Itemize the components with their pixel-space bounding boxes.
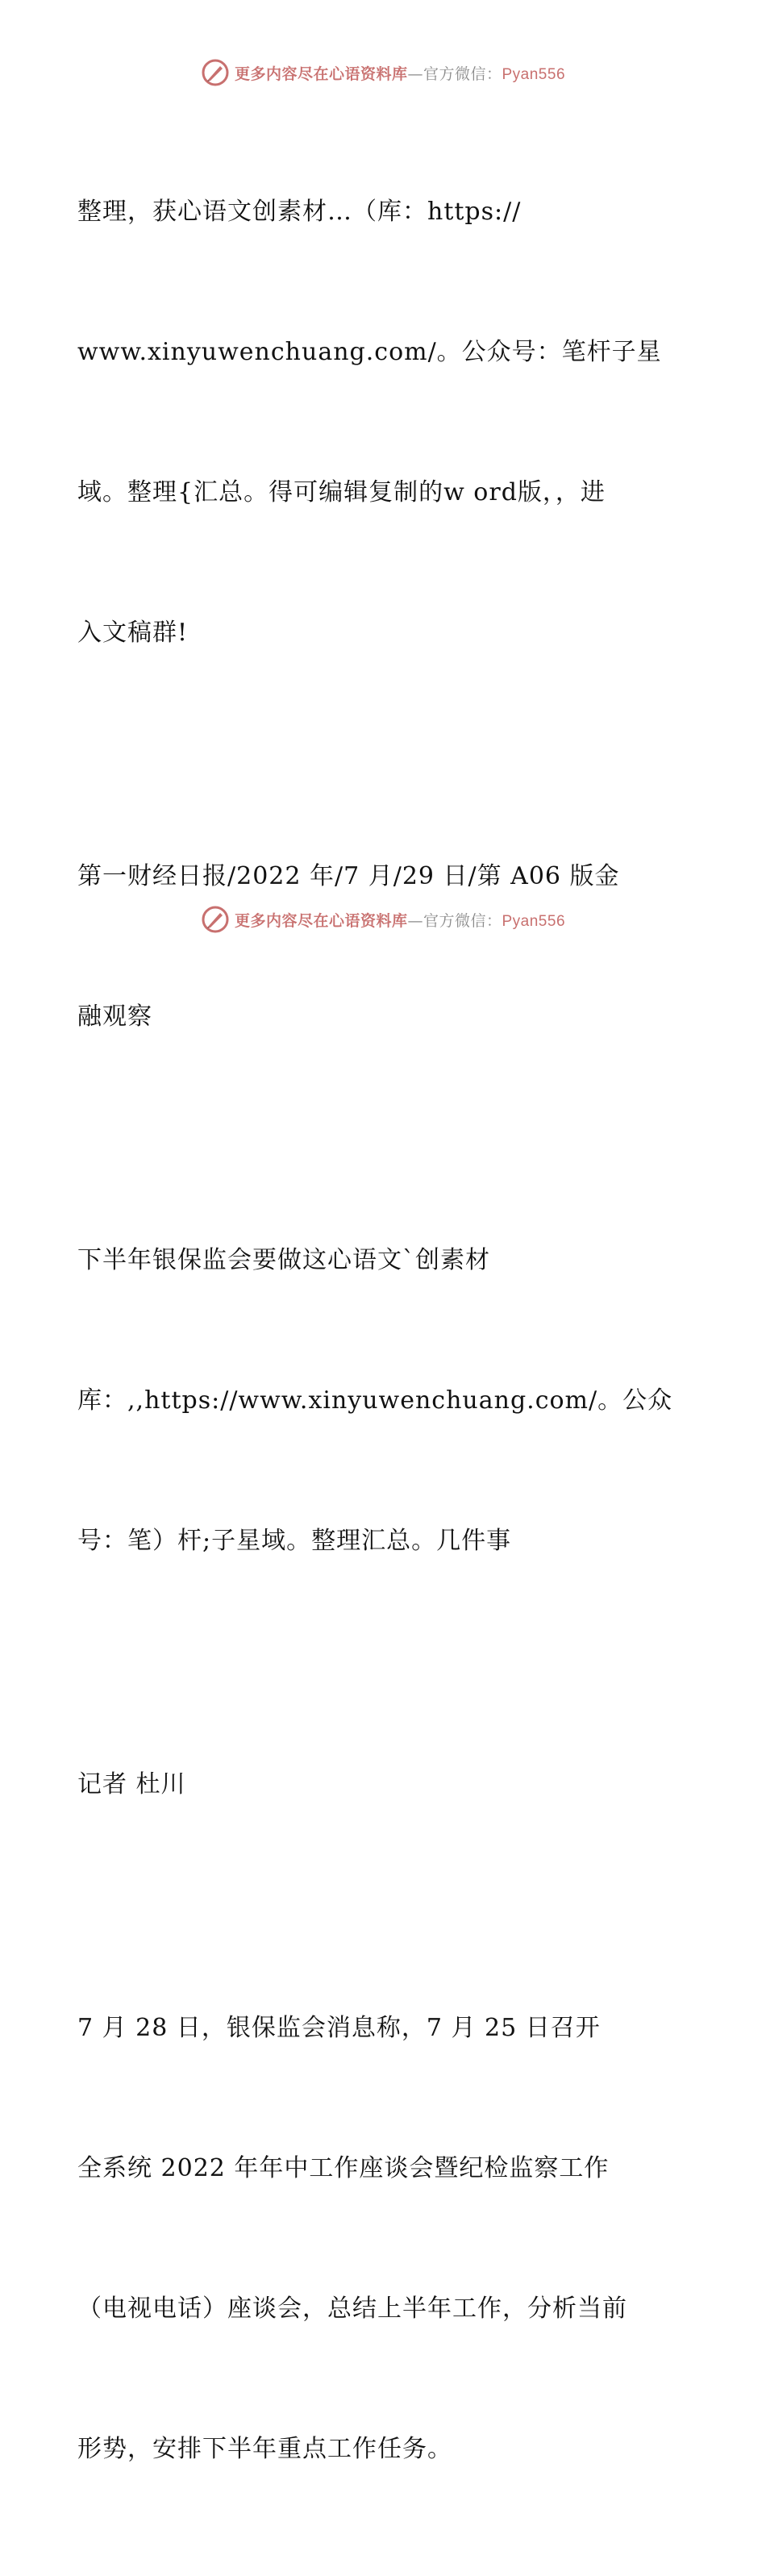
paragraph-headline bbox=[77, 1144, 690, 1658]
text-line: 下半年银保监会要做这心语文`创素材 bbox=[77, 1246, 490, 1274]
text-line: 全系统 2022 年年中工作座谈会暨纪检监察工作 bbox=[77, 2154, 610, 2182]
text-line: www.xinyuwenchuang.com/。公众号：笔杆子星 bbox=[77, 338, 662, 366]
text-line: （电视电话）座谈会，总结上半年工作，分析当前 bbox=[77, 2295, 627, 2323]
banner-wechat-id: Pyan556 bbox=[502, 65, 566, 83]
banner-main-text: 更多内容尽在心语资料库 bbox=[234, 65, 408, 83]
banner-main-text: 更多内容尽在心语资料库 bbox=[234, 911, 408, 930]
paragraph-byline bbox=[77, 1668, 690, 1902]
paragraph-body bbox=[77, 1911, 690, 2566]
banner-dash-text: —官方微信： bbox=[407, 65, 502, 83]
text-line: 形势，安排下半年重点工作任务。 bbox=[77, 2435, 452, 2463]
quill-logo-icon bbox=[201, 58, 230, 87]
text-line: 第一财经日报/2022 年/7 月/29 日/第 A06 版金 bbox=[77, 862, 620, 890]
quill-logo-icon bbox=[201, 905, 230, 934]
text-line: 号：笔）杆;子星域。整理汇总。几件事 bbox=[77, 1527, 512, 1555]
paragraph-source bbox=[77, 760, 690, 1134]
footer-banner bbox=[0, 903, 766, 936]
banner-wechat-id: Pyan556 bbox=[502, 912, 566, 930]
text-line: 入文稿群! bbox=[77, 619, 189, 647]
banner-dash-text: —官方微信： bbox=[407, 911, 502, 930]
text-line: 融观察 bbox=[77, 1002, 152, 1031]
paragraph-intro bbox=[77, 95, 690, 750]
text-line: 7 月 28 日，银保监会消息称，7 月 25 日召开 bbox=[77, 2014, 601, 2042]
text-line: 记者 杜川 bbox=[77, 1770, 186, 1799]
text-line: 库：,,https://www.xinyuwenchuang.com/。公众 bbox=[77, 1386, 673, 1415]
text-line: 整理，获心语文创素材…（库：https:// bbox=[77, 198, 522, 226]
header-banner bbox=[0, 56, 766, 89]
text-line: 域。整理{汇总。得可编辑复制的w ord版，，进 bbox=[77, 478, 606, 506]
document-body bbox=[77, 95, 690, 2576]
